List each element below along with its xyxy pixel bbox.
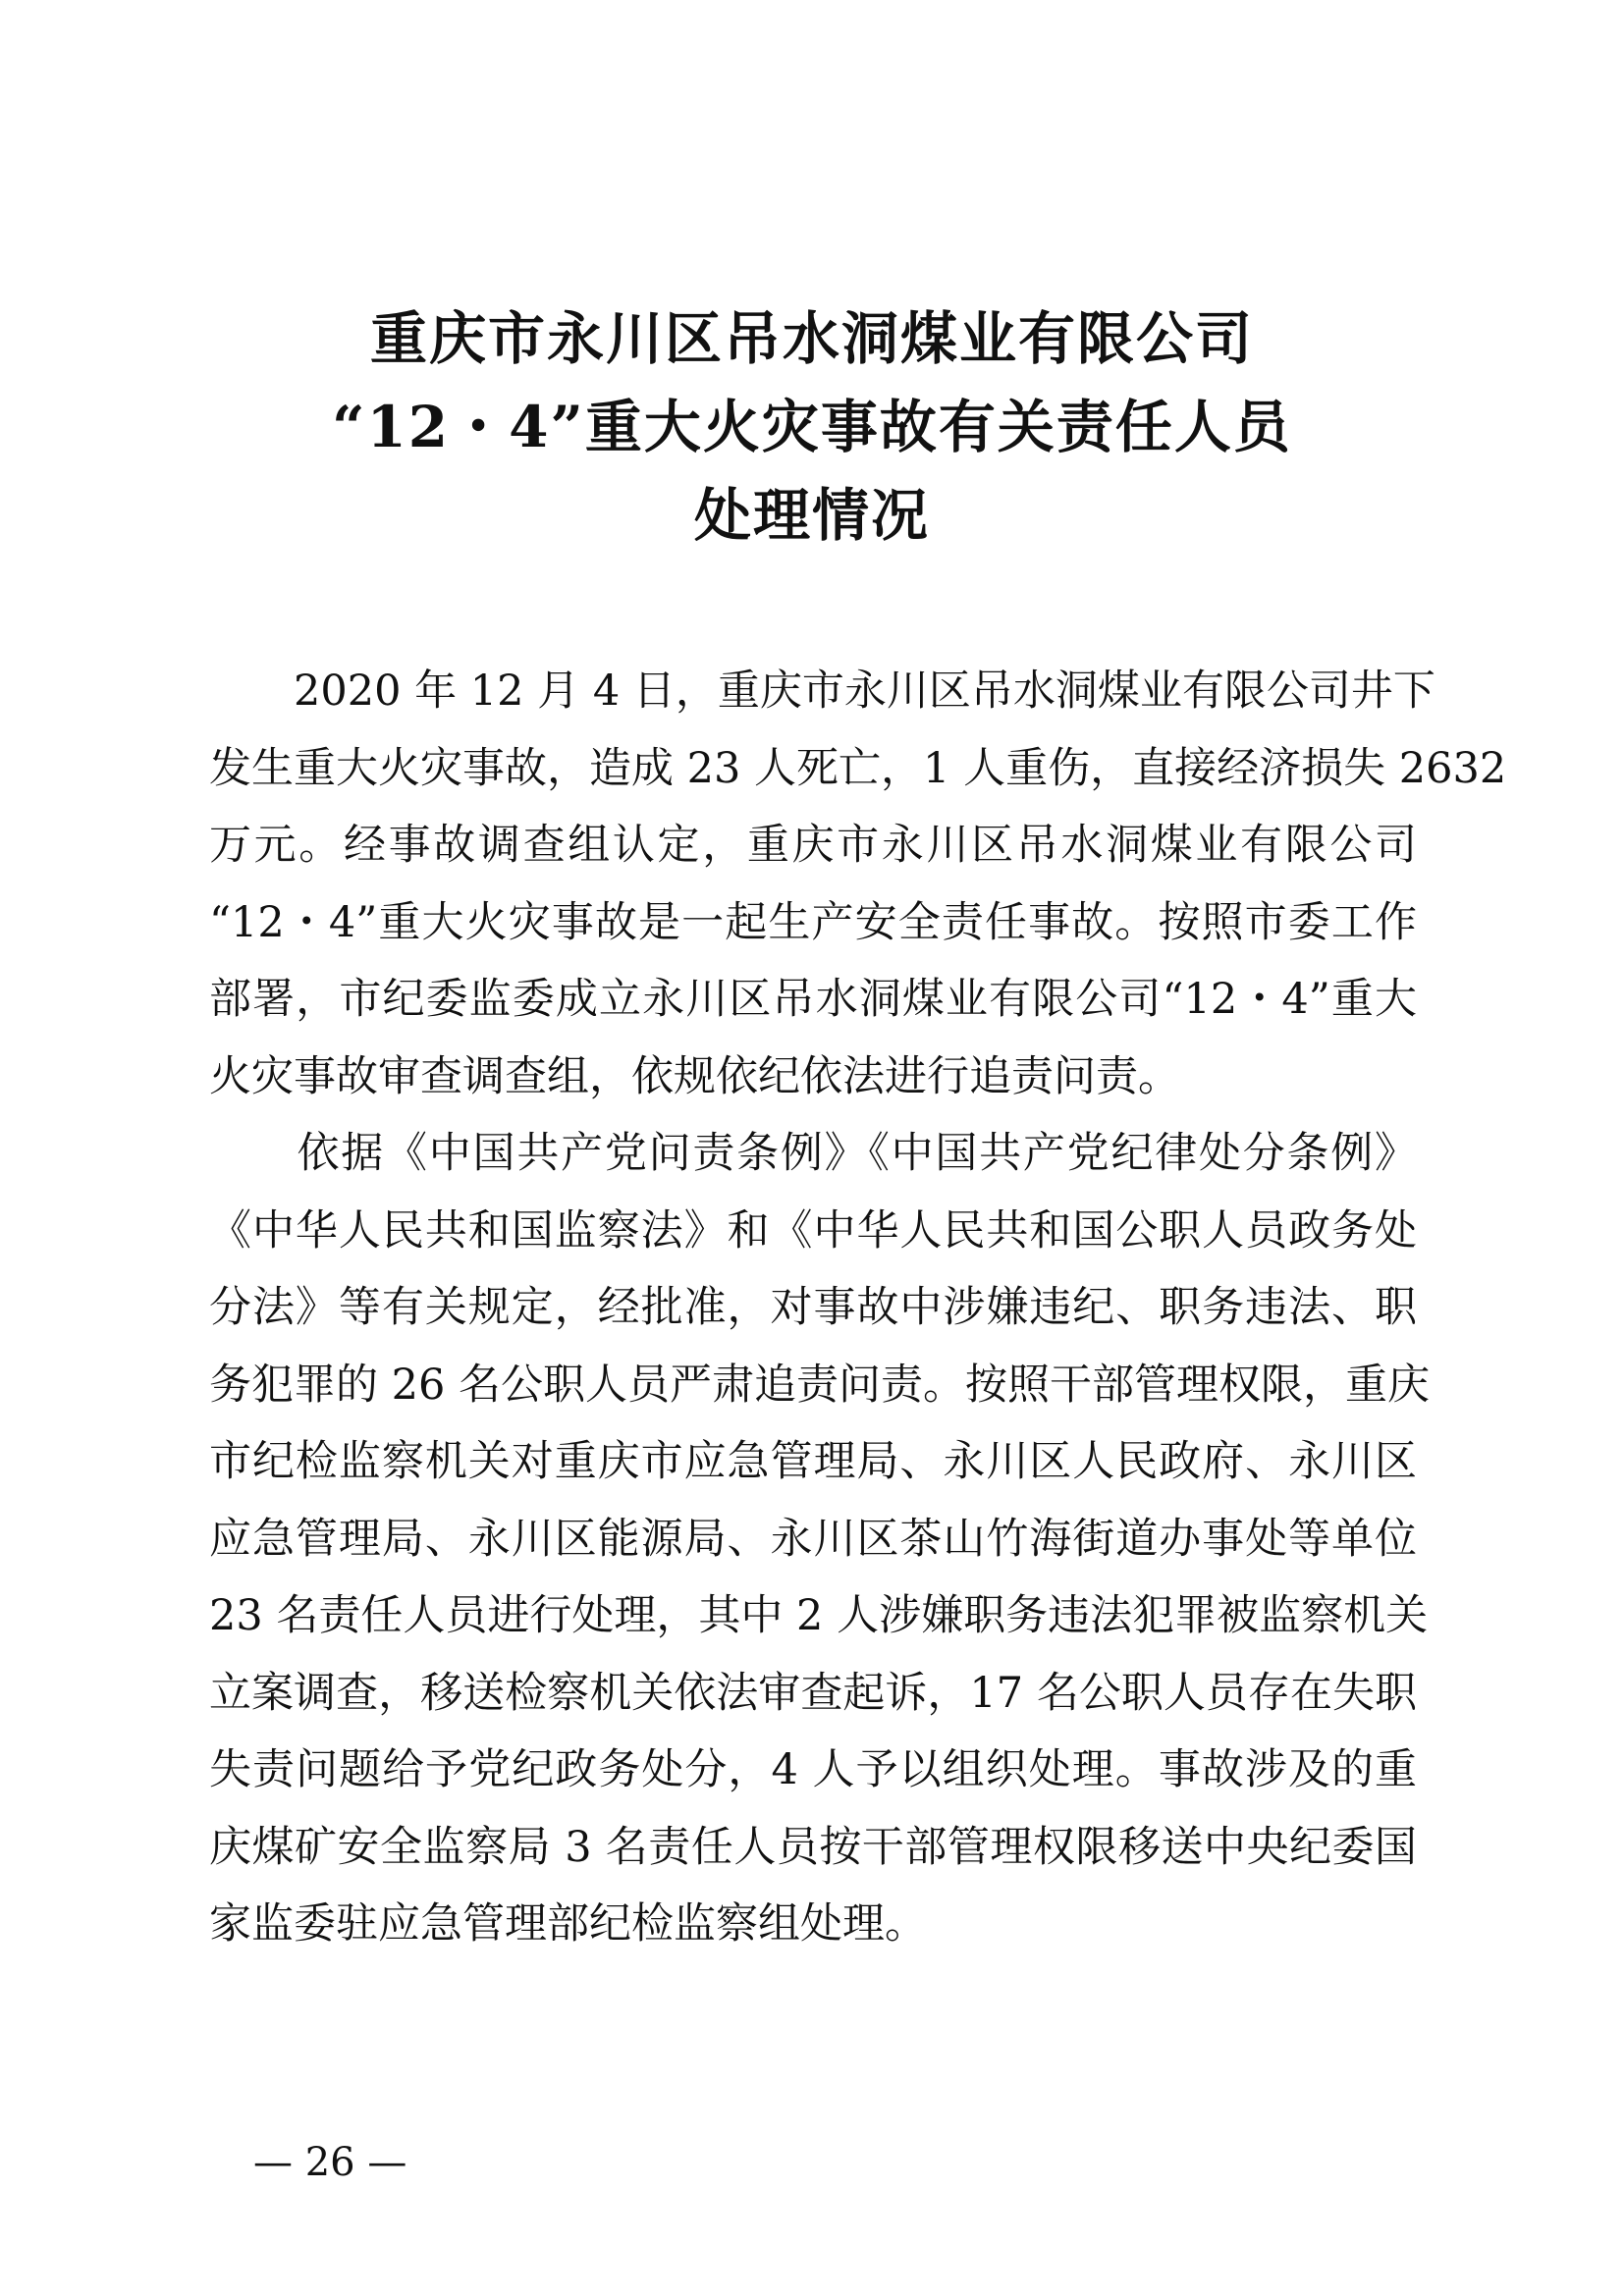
- text-line: 火灾事故审查调查组，依规依纪依法进行追责问责。: [209, 1051, 1180, 1101]
- title-line-3: 处理情况: [693, 482, 930, 549]
- document-title: [0, 294, 1624, 560]
- text-line: “12・4”重大火灾事故是一起生产安全责任事故。按照市委工作: [209, 897, 1417, 947]
- text-line: 家监委驻应急管理部纪检监察组处理。: [209, 1899, 927, 1949]
- title-line-1: 重庆市永川区吊水洞煤业有限公司: [369, 305, 1254, 372]
- text-line: 发生重大火灾事故，造成 23 人死亡，1 人重伤，直接经济损失 2632: [209, 743, 1507, 793]
- text-line: 应急管理局、永川区能源局、永川区茶山竹海街道办事处等单位: [209, 1514, 1417, 1564]
- text-line: 23 名责任人员进行处理，其中 2 人涉嫌职务违法犯罪被监察机关: [209, 1591, 1429, 1640]
- text-line: 分法》等有关规定，经批准，对事故中涉嫌违纪、职务违法、职: [209, 1283, 1417, 1332]
- text-line: 2020 年 12 月 4 日，重庆市永川区吊水洞煤业有限公司井下: [209, 667, 1435, 716]
- text-line: 部署，市纪委监委成立永川区吊水洞煤业有限公司“12・4”重大: [209, 975, 1417, 1024]
- text-line: 失责问题给予党纪政务处分，4 人予以组织处理。事故涉及的重: [209, 1745, 1417, 1794]
- title-line-2: “12・4”重大火灾事故有关责任人员: [332, 394, 1292, 460]
- paragraph-2: [209, 1115, 1431, 1963]
- text-line: 立案调查，移送检察机关依法审查起诉，17 名公职人员存在失职: [209, 1668, 1417, 1718]
- text-line: 庆煤矿安全监察局 3 名责任人员按干部管理权限移送中央纪委国: [209, 1822, 1417, 1872]
- text-line: 务犯罪的 26 名公职人员严肃追责问责。按照干部管理权限，重庆: [209, 1360, 1431, 1410]
- text-line: 市纪检监察机关对重庆市应急管理局、永川区人民政府、永川区: [209, 1437, 1417, 1486]
- text-line: 《中华人民共和国监察法》和《中华人民共和国公职人员政务处: [209, 1205, 1417, 1255]
- document-body: [209, 653, 1507, 1963]
- text-line: 依据《中国共产党问责条例》《中国共产党纪律处分条例》: [209, 1129, 1417, 1178]
- text-line: 万元。经事故调查组认定，重庆市永川区吊水洞煤业有限公司: [209, 821, 1417, 870]
- paragraph-1: [209, 653, 1507, 1115]
- page-number: — 26 —: [253, 2140, 407, 2185]
